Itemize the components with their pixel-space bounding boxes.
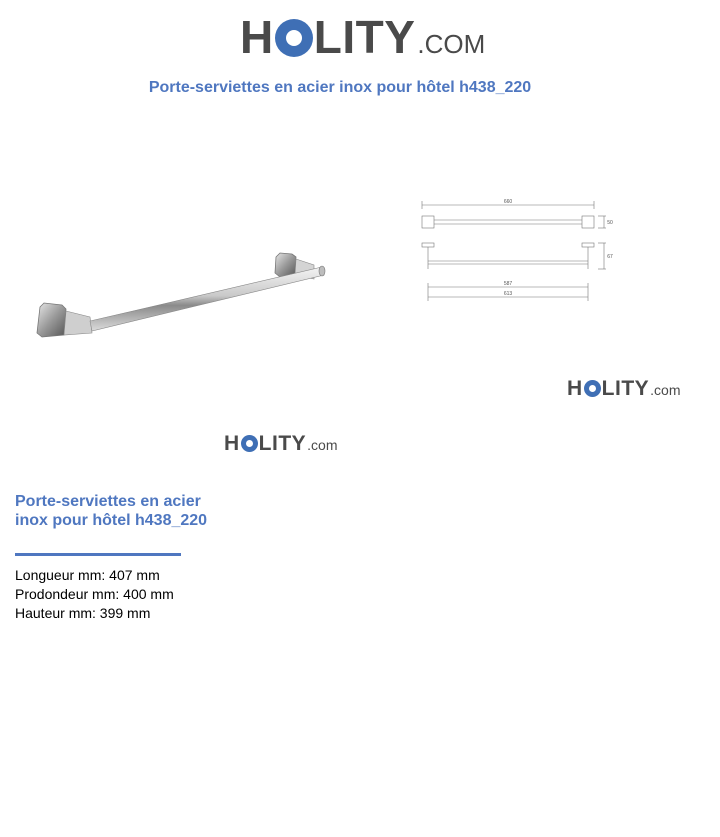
logo-suffix: .com — [650, 382, 681, 398]
left-wall-mount — [37, 303, 92, 337]
product-name: Porte-serviettes en acier inox pour hôtel h438_220 — [15, 493, 208, 529]
product-divider — [15, 553, 181, 556]
logo-suffix: .com — [307, 437, 338, 453]
dim-inner: 587 — [503, 281, 513, 287]
logo-text-lity: LITY — [313, 11, 416, 63]
logo-text-lity: LITY — [601, 377, 650, 400]
spec-height: Hauteur mm: 399 mm — [15, 605, 151, 621]
spec-depth: Prodondeur mm: 400 mm — [15, 586, 174, 602]
dim-side-a: 50 — [607, 220, 613, 226]
logo-text-h: H — [567, 377, 583, 400]
spec-length: Longueur mm: 407 mm — [15, 567, 160, 583]
page-title: Porte-serviettes en acier inox pour hôtel h438_220 — [148, 79, 532, 96]
technical-drawing — [418, 195, 618, 305]
product-specs — [15, 566, 174, 623]
logo-o-icon — [275, 19, 313, 57]
dim-outer: 613 — [503, 291, 513, 297]
towel-bar — [90, 267, 324, 331]
logo-o-icon — [584, 380, 601, 397]
dim-top: 660 — [503, 199, 513, 205]
holity-logo[interactable] — [240, 12, 485, 62]
logo-text-h: H — [240, 11, 274, 63]
product-photo — [30, 245, 330, 345]
logo-o-icon — [241, 435, 258, 452]
dim-side-b: 67 — [607, 254, 613, 260]
logo-text-lity: LITY — [258, 432, 307, 455]
logo-suffix: .COM — [417, 29, 486, 59]
logo-text-h: H — [224, 432, 240, 455]
holity-logo-small — [567, 377, 681, 401]
holity-logo-small — [224, 432, 338, 456]
